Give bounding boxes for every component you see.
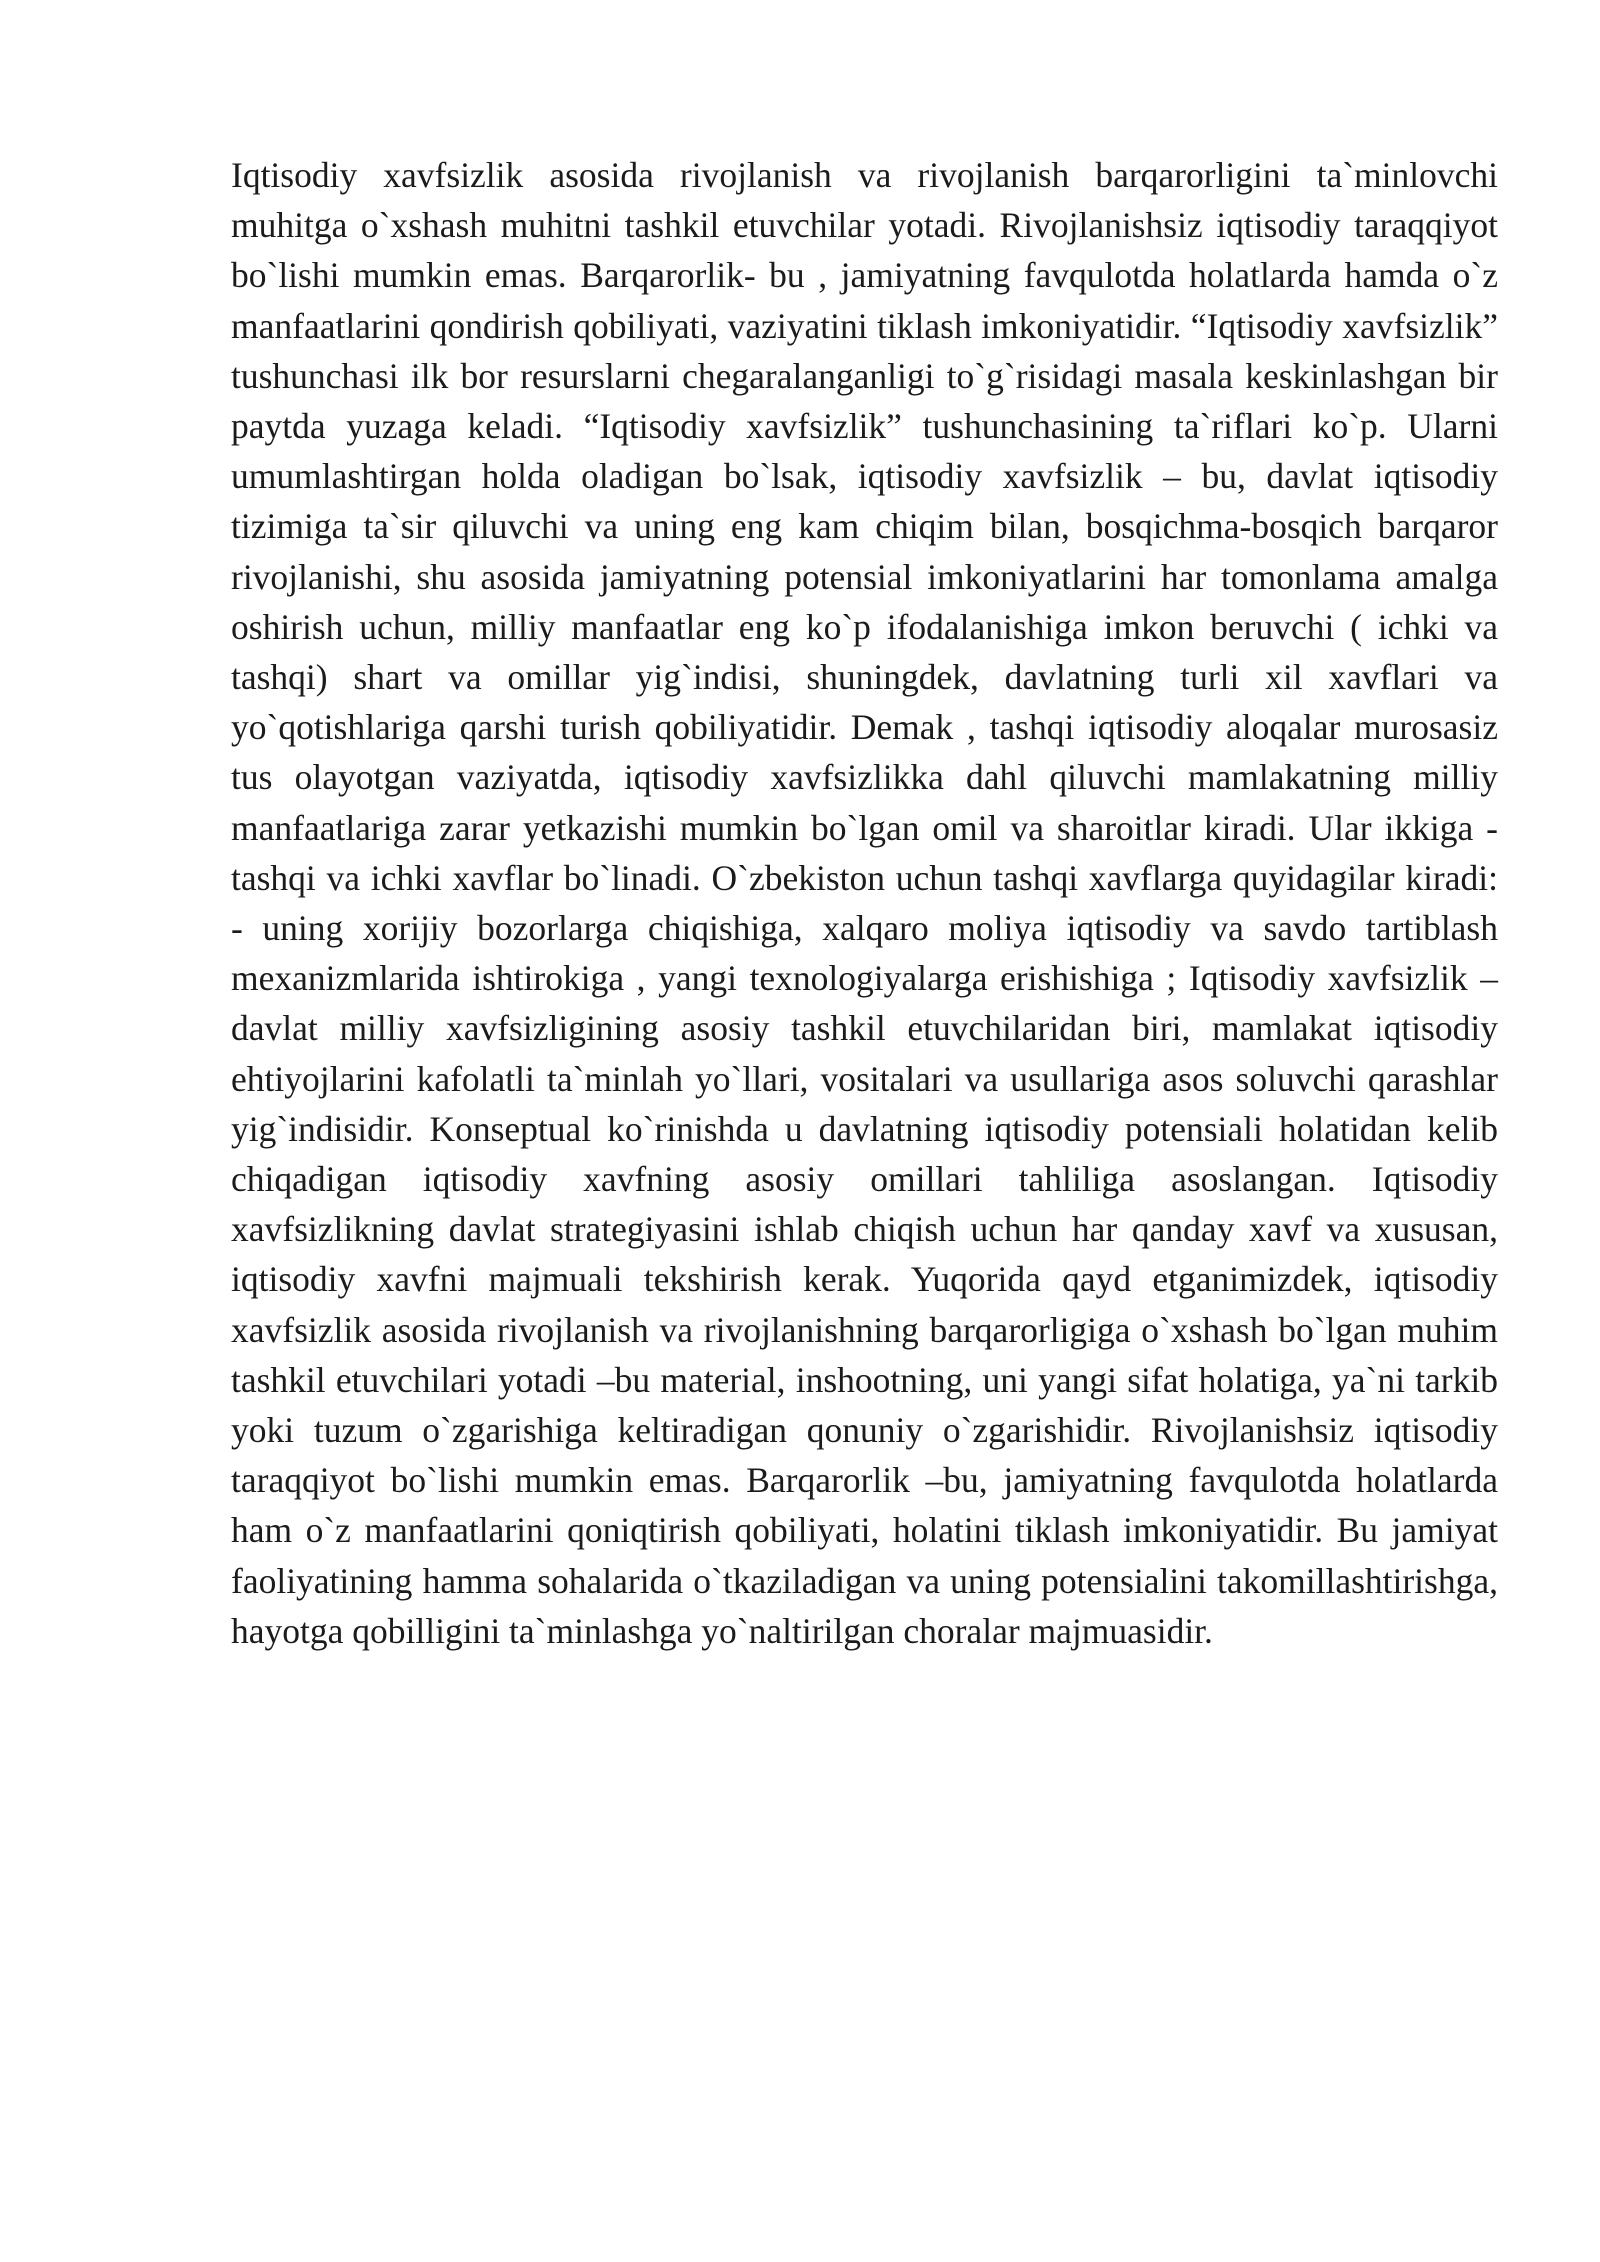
body-paragraph: Iqtisodiy xavfsizlik asosida rivojlanish va rivojlanish barqarorligini ta`minlovchi muhitga o`xshash muhitni tashkil etuvchilar yotadi. Rivojlanishsiz iqtisodiy taraqqiyot bo`lishi mumkin emas. Barqarorlik- bu , jamiyatning favqulotda holatlarda hamda o`z manfaatlarini qondirish qobiliyati, vaziyatini tiklash imkoniyatidir. “Iqtisodiy xavfsizlik” tushunchasi ilk bor resurslarni chegaralanganligi to`g`risidagi masala keskinlashgan bir paytda yuzaga keladi. “Iqtisodiy xavfsizlik” tushunchasining ta`riflari ko`p. Ularni umumlashtirgan holda oladigan bo`lsak, iqtisodiy xavfsizlik – bu, davlat iqtisodiy tizimiga ta`sir qiluvchi va uning eng kam chiqim bilan, bosqichma-bosqich barqaror rivojlanishi, shu asosida jamiyatning potensial imkoniyatlarini har tomonlama amalga oshirish uchun, milliy manfaatlar eng ko`p ifodalanishiga imkon beruvchi ( ichki va tashqi) shart va omillar yig`indisi, shuningdek, davlatning turli xil xavflari va yo`qotishlariga qarshi turish qobiliyatidir. Demak , tashqi iqtisodiy aloqalar murosasiz tus olayotgan vaziyatda, iqtisodiy xavfsizlikka dahl qiluvchi mamlakatning milliy manfaatlariga zarar yetkazishi mumkin bo`lgan omil va sharoitlar kiradi. Ular ikkiga - tashqi va ichki xavflar bo`linadi. O`zbekiston uchun tashqi xavflarga quyidagilar kiradi: - uning xorijiy bozorlarga chiqishiga, xalqaro moliya iqtisodiy va savdo tartiblash mexanizmlarida ishtirokiga , yangi texnologiyalarga erishishiga ; Iqtisodiy xavfsizlik – davlat milliy xavfsizligining asosiy tashkil etuvchilaridan biri, mamlakat iqtisodiy ehtiyojlarini kafolatli ta`minlah yo`llari, vositalari va usullariga asos soluvchi qarashlar yig`indisidir. Konseptual ko`rinishda u davlatning iqtisodiy potensiali holatidan kelib chiqadigan iqtisodiy xavfning asosiy omillari tahliliga asoslangan. Iqtisodiy xavfsizlikning davlat strategiyasini ishlab chiqish uchun har qanday xavf va xususan, iqtisodiy xavfni majmuali tekshirish kerak. Yuqorida qayd etganimizdek, iqtisodiy xavfsizlik asosida rivojlanish va rivojlanishning barqarorligiga o`xshash bo`lgan muhim tashkil etuvchilari yotadi –bu material, inshootning, uni yangi sifat holatiga, ya`ni tarkib yoki tuzum o`zgarishiga keltiradigan qonuniy o`zgarishidir. Rivojlanishsiz iqtisodiy taraqqiyot bo`lishi mumkin emas. Barqarorlik –bu, jamiyatning favqulotda holatlarda ham o`z manfaatlarini qoniqtirish qobiliyati, holatini tiklash imkoniyatidir. Bu jamiyat faoliyatining hamma sohalarida o`tkaziladigan va uning potensialini takomillashtirishga, hayotga qobilligini ta`minlashga yo`naltirilgan choralar majmuasidir.: [231, 155, 1498, 1651]
